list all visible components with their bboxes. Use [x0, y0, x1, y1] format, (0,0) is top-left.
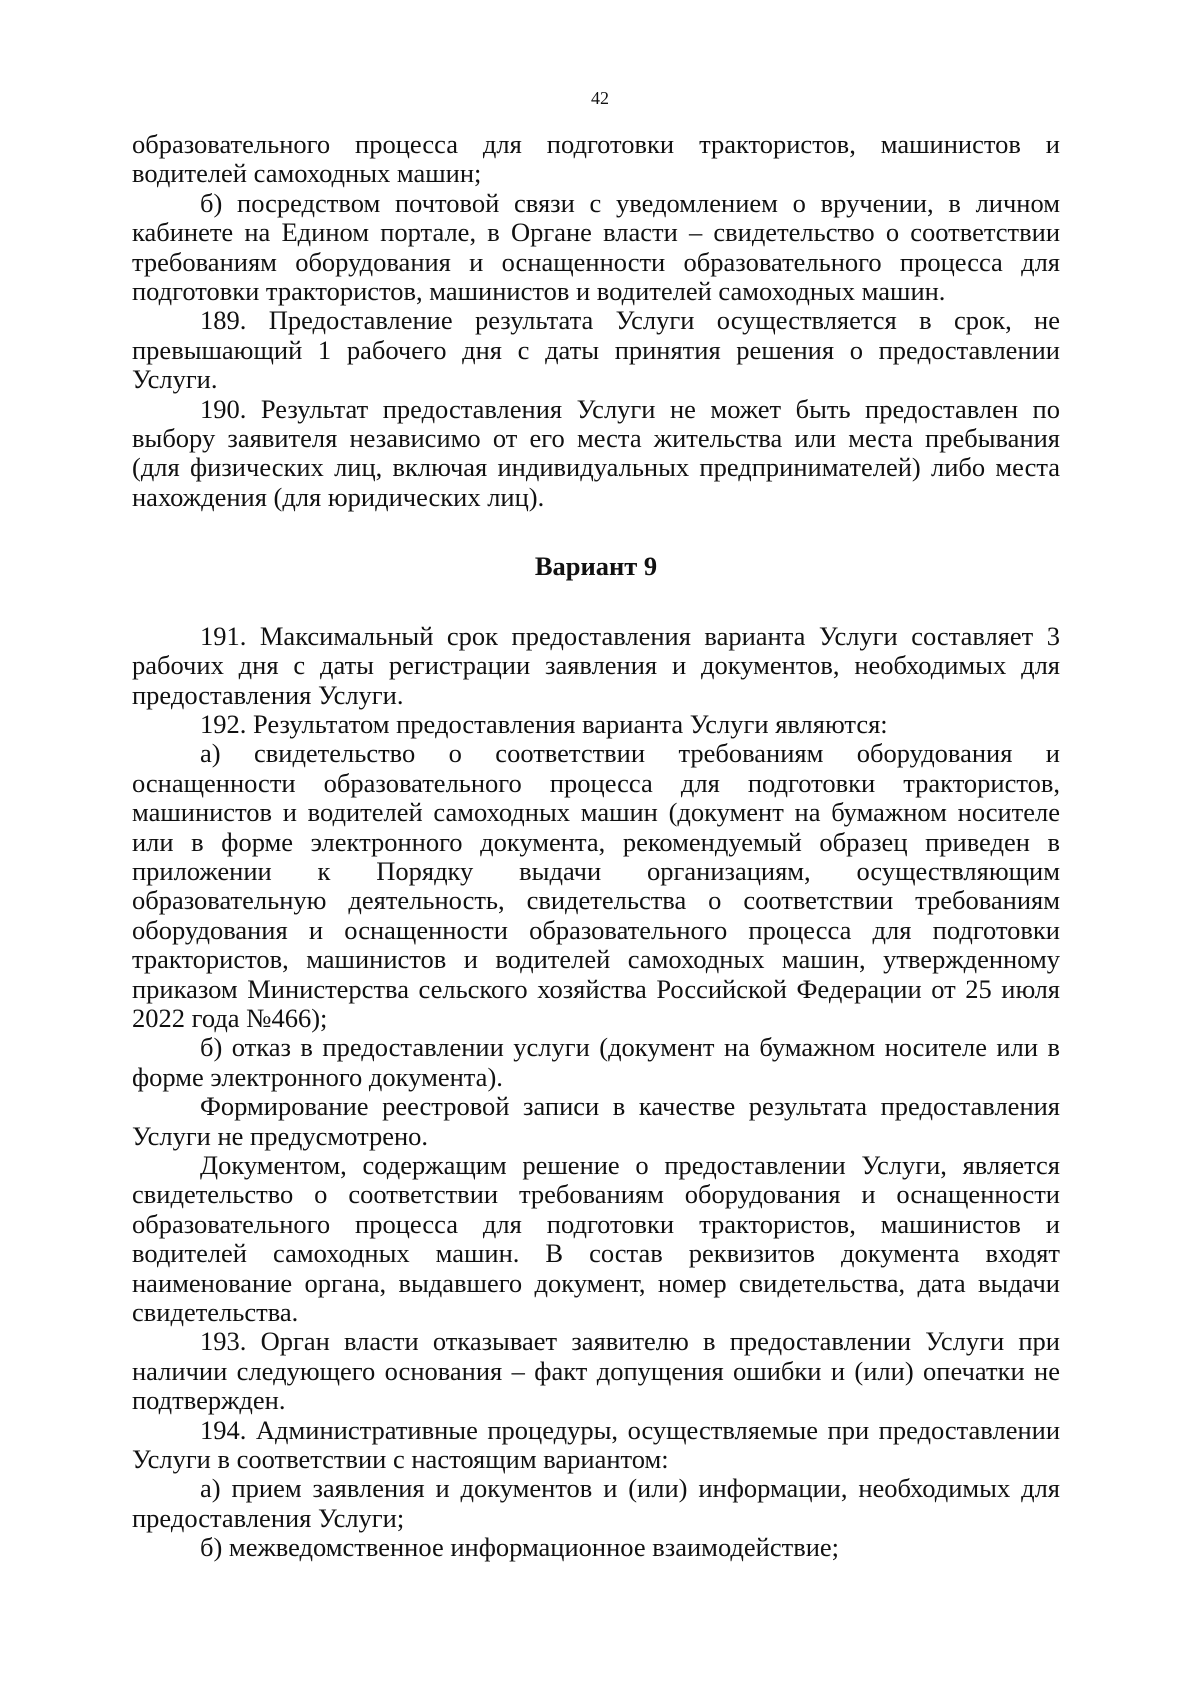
document-body	[132, 130, 1060, 1563]
paragraph: а) прием заявления и документов и (или) информации, необходимых для предоставления Услуги;	[132, 1473, 1060, 1533]
paragraph: б) посредством почтовой связи с уведомлением о вручении, в личном кабинете на Едином портале, в Органе власти – свидетельство о соответствии требованиям оборудования и оснащенности образовательного процесса для подготовки трактористов, машинистов и водителей самоходных машин.	[132, 187, 1060, 307]
section-heading: Вариант 9	[534, 551, 658, 582]
paragraph: 191. Максимальный срок предоставления варианта Услуги составляет 3 рабочих дня с даты регистрации заявления и документов, необходимых для предоставления Услуги.	[132, 620, 1060, 710]
paragraph: 189. Предоставление результата Услуги осуществляется в срок, не превышающий 1 рабочего дня с даты принятия решения о предоставлении Услуги.	[132, 305, 1060, 395]
paragraph: б) отказ в предоставлении услуги (документ на бумажном носителе или в форме электронного документа).	[132, 1032, 1060, 1092]
paragraphs-before-heading	[132, 130, 1060, 512]
paragraph: а) свидетельство о соответствии требованиям оборудования и оснащенности образовательного процесса для подготовки трактористов, машинистов и водителей самоходных машин (документ на бумажном носителе или в форме электронного документа, рекомендуемый образец приведен в приложении к Порядку выдачи организациям, осуществляющим образовательную деятельность, свидетельства о соответствии требованиям оборудования и оснащенности образовательного процесса для подготовки трактористов, машинистов и водителей самоходных машин, утвержденному приказом Министерства сельского хозяйства Российской Федерации от 25 июля 2022 года №466);	[132, 738, 1060, 1033]
paragraph: Документом, содержащим решение о предоставлении Услуги, является свидетельство о соответствии требованиям оборудования и оснащенности образовательного процесса для подготовки трактористов, машинистов и водителей самоходных машин. В состав реквизитов документа входят наименование органа, выдавшего документ, номер свидетельства, дата выдачи свидетельства.	[132, 1150, 1060, 1328]
paragraph: б) межведомственное информационное взаимодействие;	[200, 1532, 840, 1563]
paragraph: 190. Результат предоставления Услуги не может быть предоставлен по выбору заявителя независимо от его места жительства или места пребывания (для физических лиц, включая индивидуальных предпринимателей) либо места нахождения (для юридических лиц).	[132, 393, 1060, 512]
paragraph: 192. Результатом предоставления варианта Услуги являются:	[200, 708, 888, 739]
paragraphs-after-heading	[132, 622, 1060, 1563]
paragraph: Формирование реестровой записи в качестве результата предоставления Услуги не предусмотрено.	[132, 1091, 1060, 1151]
paragraph: 193. Орган власти отказывает заявителю в предоставлении Услуги при наличии следующего основания – факт допущения ошибки и (или) опечатки не подтвержден.	[132, 1326, 1060, 1416]
page-number: 42	[591, 88, 609, 108]
paragraph: 194. Административные процедуры, осуществляемые при предоставлении Услуги в соответствии с настоящим вариантом:	[132, 1414, 1060, 1475]
paragraph: образовательного процесса для подготовки трактористов, машинистов и водителей самоходных машин;	[132, 129, 1060, 189]
